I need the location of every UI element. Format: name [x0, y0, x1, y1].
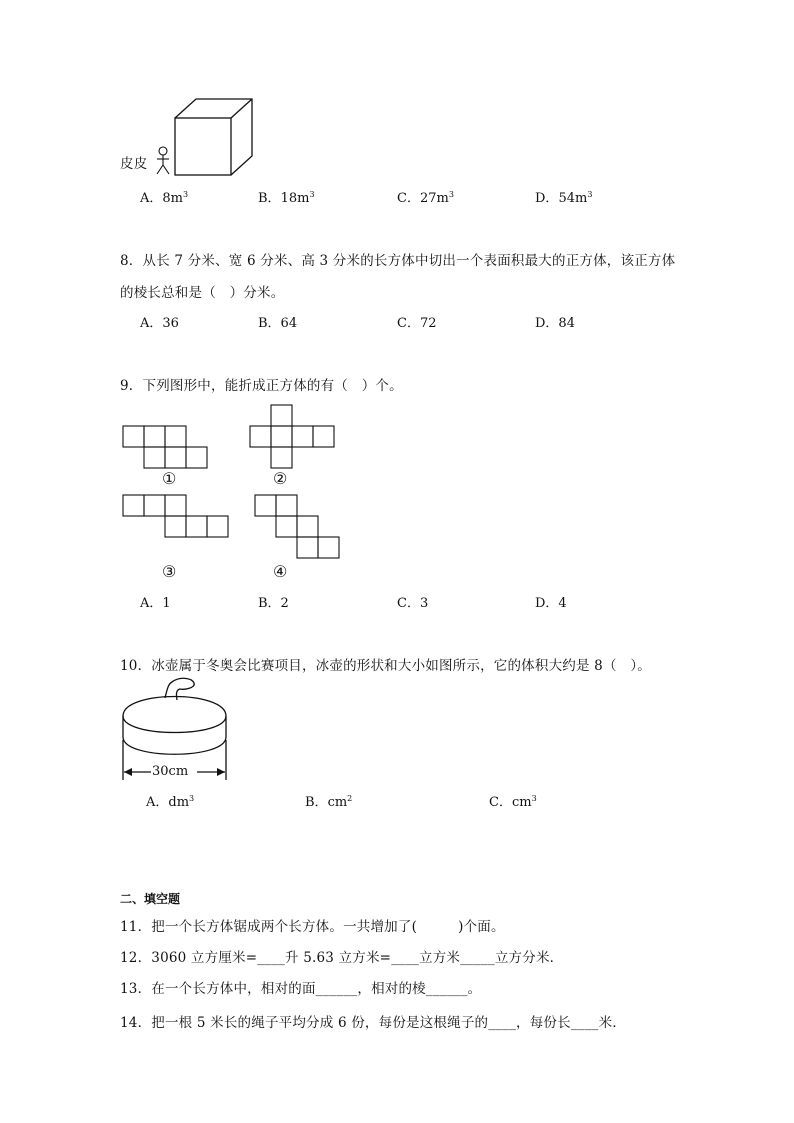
q7-option-b[interactable]: B．$18m^3$ [258, 190, 315, 206]
q8-line1: 8．从长 7 分米、宽 6 分米、高 3 分米的长方体中切出一个表面积最大的正方体，该正方体 [120, 253, 676, 269]
q13-text: 13．在一个长方体中，相对的面______，相对的棱______。 [120, 981, 482, 997]
q7-option-d[interactable]: D．$54m^3$ [535, 190, 593, 206]
q9-option-b[interactable]: B．2 [258, 596, 289, 611]
q12-text: 12．3060 立方厘米=____升 5.63 立方米=____立方米_____立方分米． [120, 950, 564, 966]
q9-option-d[interactable]: D．4 [535, 596, 567, 611]
net-1-label: ① [162, 469, 177, 488]
q8-option-d[interactable]: D．84 [535, 316, 575, 331]
curling-stone-dimension-label: 30cm [152, 764, 189, 779]
q10-option-a[interactable]: A．$dm^3$ [146, 794, 195, 810]
net-3-label: ③ [162, 562, 177, 581]
q14-text: 14．把一根 5 米长的绳子平均分成 6 份，每份是这根绳子的____，每份长____米． [120, 1015, 627, 1031]
section-2-title: 二、填空题 [120, 892, 181, 906]
q10-text: 10．冰壶属于冬奥会比赛项目，冰壶的形状和大小如图所示，它的体积大约是 8（ ）。 [120, 658, 652, 674]
q10-option-c[interactable]: C．$cm^3$ [489, 794, 537, 810]
q9-text: 9．下列图形中，能折成正方体的有（ ）个。 [120, 378, 403, 394]
q8-option-c[interactable]: C．72 [397, 316, 437, 331]
q8-option-b[interactable]: B．64 [258, 316, 298, 331]
q9-option-a[interactable]: A．1 [140, 596, 171, 611]
net-2-label: ② [273, 469, 288, 488]
net-4-label: ④ [273, 562, 288, 581]
q8-line2: 的棱长总和是（ ）分米。 [120, 285, 285, 301]
q7-option-a[interactable]: A．$8m^3$ [140, 190, 189, 206]
q10-option-b[interactable]: B．$cm^2$ [305, 794, 353, 810]
q11-text: 11．把一个长方体锯成两个长方体。一共增加了( )个面。 [120, 919, 505, 935]
q8-option-a[interactable]: A．36 [140, 316, 179, 331]
q9-option-c[interactable]: C．3 [397, 596, 429, 611]
q7-option-c[interactable]: C．$27m^3$ [397, 190, 454, 206]
cube-figure-label: 皮皮 [120, 156, 148, 172]
